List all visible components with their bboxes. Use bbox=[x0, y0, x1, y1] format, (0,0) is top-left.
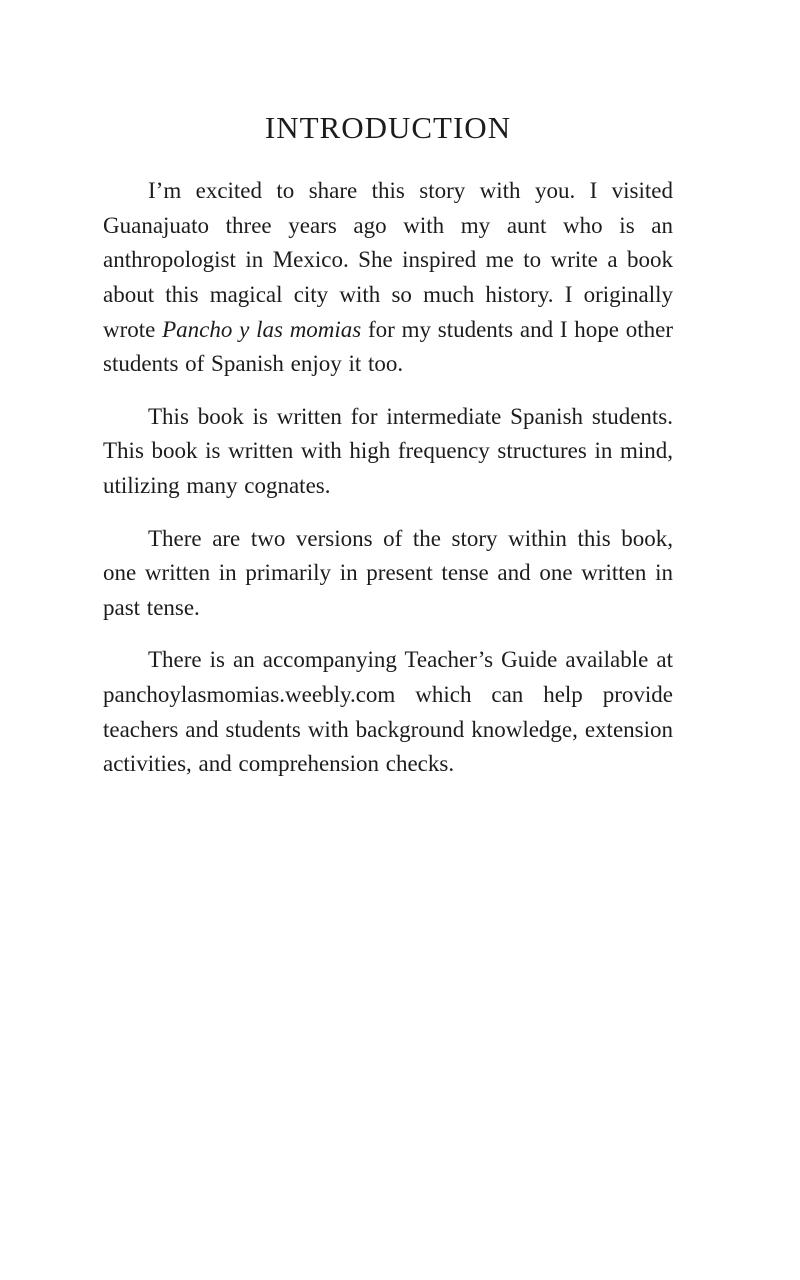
intro-paragraph-3: There are two versions of the story within this book, one written in primarily in present tense and one written in past tense. bbox=[103, 525, 673, 620]
book-title-italic: Pancho y las momias bbox=[162, 316, 362, 342]
intro-paragraph-2: This book is written for intermediate Spanish students. This book is written with high frequency structures in mind, utilizing many cognates. bbox=[103, 403, 673, 499]
paragraph-1-text-after-book-title: for my students and I hope other students of Spanish enjoy it too. bbox=[103, 316, 673, 377]
introduction-body bbox=[103, 174, 673, 782]
page-title: INTRODUCTION bbox=[264, 110, 512, 145]
paragraph-1-text-before-book-title: I’m excited to share this story with you. I visited Guanajuato three years ago with my aunt who is an anthropologist in Mexico. She inspired me to write a book about this magical city with so much history. I originally wrote bbox=[103, 178, 673, 342]
intro-paragraph-4: There is an accompanying Teacher’s Guide available at panchoylasmomias.weebly.com which can help provide teachers and students with background knowledge, extension activities, and comprehension checks. bbox=[103, 647, 673, 777]
intro-paragraph-1 bbox=[103, 174, 673, 382]
